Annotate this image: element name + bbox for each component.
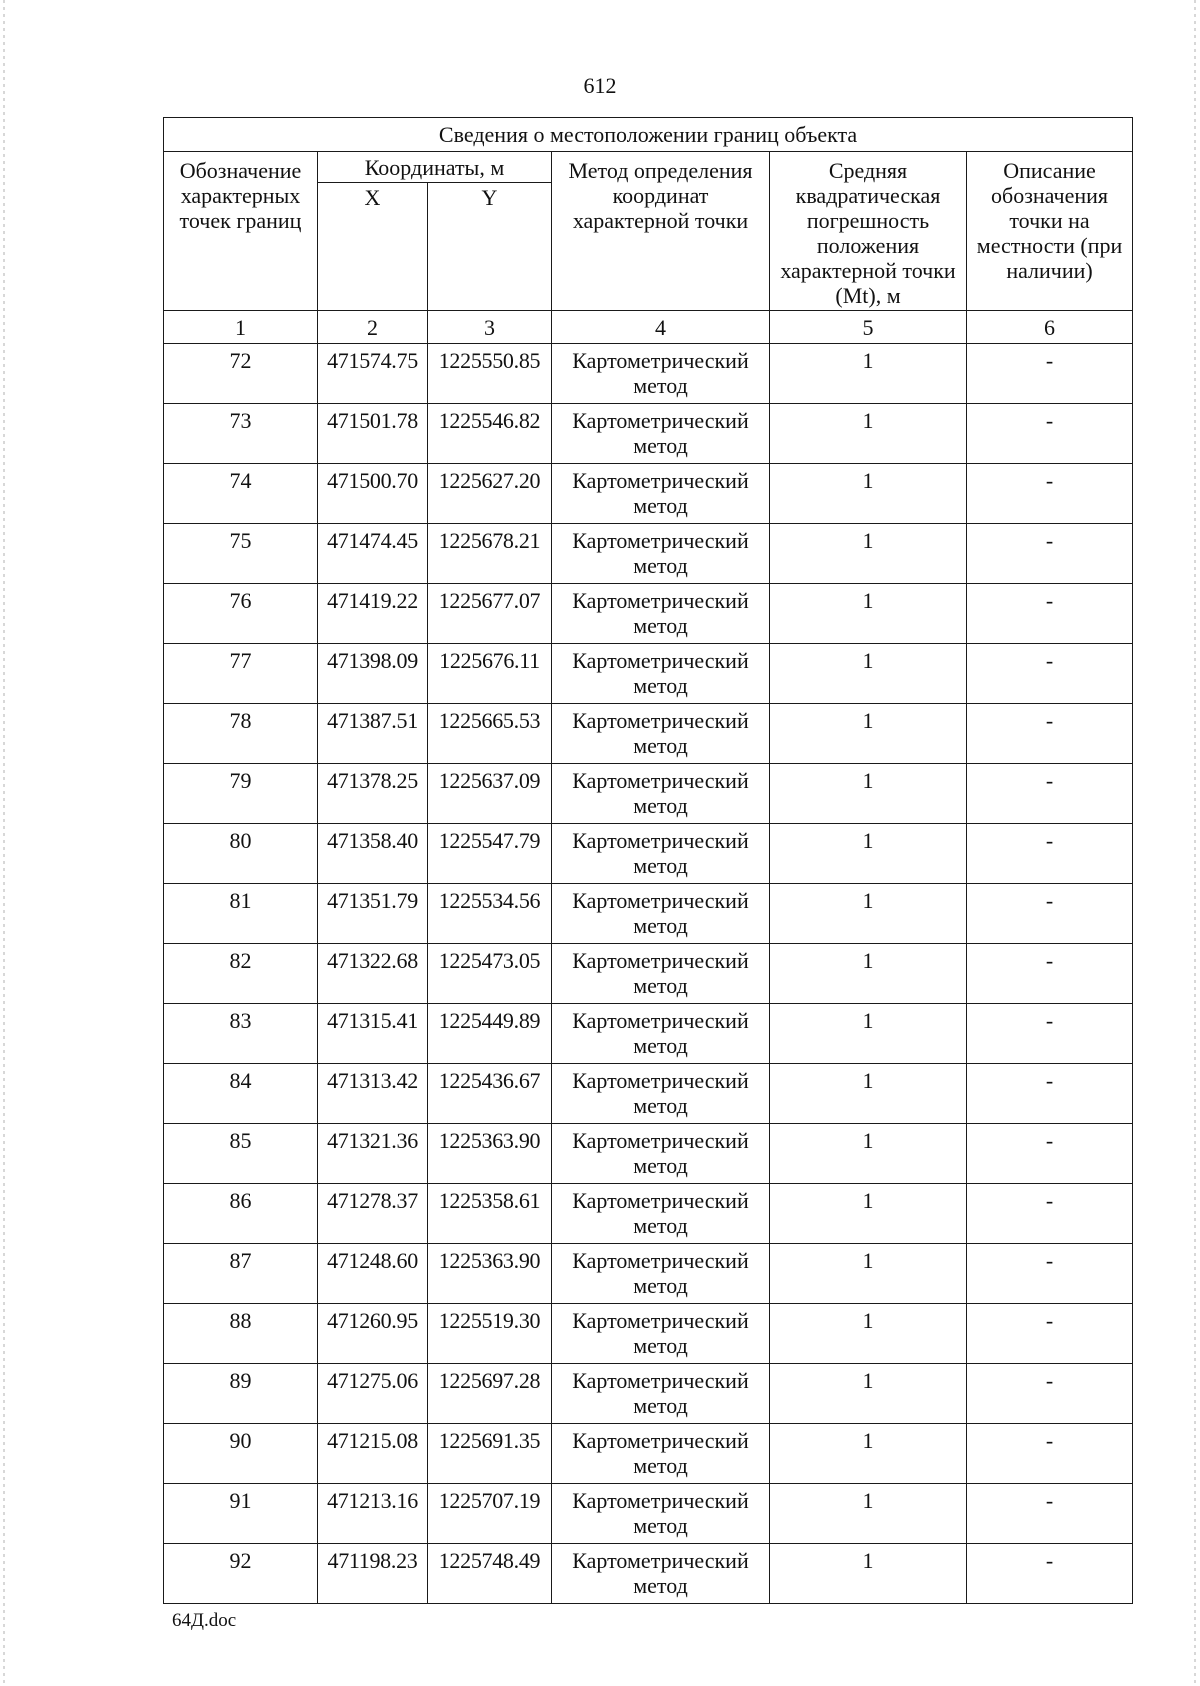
table-row [164, 464, 1133, 524]
description-value: - [967, 644, 1133, 704]
header-method: Метод определения координат характерной точки [552, 152, 770, 311]
table-row [164, 1064, 1133, 1124]
error-value: 1 [770, 524, 967, 584]
coordinate-y: 1225627.20 [428, 464, 552, 524]
table-row [164, 1244, 1133, 1304]
description-value: - [967, 1484, 1133, 1544]
error-value: 1 [770, 1304, 967, 1364]
method-cell [552, 1484, 770, 1544]
method-text: Картометрический [572, 1488, 749, 1513]
method-text: метод [633, 1393, 688, 1418]
method-cell [552, 1004, 770, 1064]
error-value: 1 [770, 464, 967, 524]
point-designation: 72 [164, 344, 318, 404]
point-designation: 88 [164, 1304, 318, 1364]
table-row [164, 824, 1133, 884]
method-text: метод [633, 1513, 688, 1538]
error-value: 1 [770, 644, 967, 704]
description-value: - [967, 1064, 1133, 1124]
method-cell [552, 1424, 770, 1484]
error-value: 1 [770, 1064, 967, 1124]
error-value: 1 [770, 764, 967, 824]
coordinate-y: 1225697.28 [428, 1364, 552, 1424]
point-designation: 83 [164, 1004, 318, 1064]
description-value: - [967, 1124, 1133, 1184]
column-number: 4 [552, 311, 770, 344]
coordinate-y: 1225637.09 [428, 764, 552, 824]
column-number: 1 [164, 311, 318, 344]
scan-edge-right [1194, 0, 1196, 1686]
description-value: - [967, 944, 1133, 1004]
coordinate-x: 471501.78 [318, 404, 428, 464]
point-designation: 77 [164, 644, 318, 704]
method-text: метод [633, 1093, 688, 1118]
method-text: Картометрический [572, 1428, 749, 1453]
column-number: 6 [967, 311, 1133, 344]
description-value: - [967, 1004, 1133, 1064]
method-text: метод [633, 433, 688, 458]
method-text: Картометрический [572, 1068, 749, 1093]
header-y: Y [428, 183, 552, 311]
coordinate-x: 471500.70 [318, 464, 428, 524]
column-number: 5 [770, 311, 967, 344]
table-title: Сведения о местоположении границ объекта [164, 118, 1133, 152]
table-row [164, 1004, 1133, 1064]
description-value: - [967, 764, 1133, 824]
method-cell [552, 944, 770, 1004]
error-value: 1 [770, 824, 967, 884]
error-value: 1 [770, 1184, 967, 1244]
page-number: 612 [583, 73, 617, 98]
table-row [164, 1424, 1133, 1484]
error-value: 1 [770, 884, 967, 944]
table-row [164, 1184, 1133, 1244]
coordinate-y: 1225358.61 [428, 1184, 552, 1244]
coordinate-x: 471378.25 [318, 764, 428, 824]
coordinate-x: 471398.09 [318, 644, 428, 704]
coordinate-x: 471275.06 [318, 1364, 428, 1424]
method-cell [552, 1304, 770, 1364]
point-designation: 74 [164, 464, 318, 524]
method-text: метод [633, 973, 688, 998]
method-text: Картометрический [572, 708, 749, 733]
point-designation: 81 [164, 884, 318, 944]
description-value: - [967, 584, 1133, 644]
method-text: Картометрический [572, 768, 749, 793]
document-filename: 64Д.doc [172, 1610, 237, 1631]
point-designation: 78 [164, 704, 318, 764]
coordinate-x: 471321.36 [318, 1124, 428, 1184]
point-designation: 79 [164, 764, 318, 824]
error-value: 1 [770, 1484, 967, 1544]
table-row [164, 524, 1133, 584]
method-text: Картометрический [572, 348, 749, 373]
method-text: метод [633, 853, 688, 878]
table-header-row [164, 152, 1133, 183]
method-text: Картометрический [572, 408, 749, 433]
coordinate-y: 1225534.56 [428, 884, 552, 944]
coordinate-y: 1225691.35 [428, 1424, 552, 1484]
coordinate-y: 1225473.05 [428, 944, 552, 1004]
method-text: метод [633, 613, 688, 638]
error-value: 1 [770, 344, 967, 404]
error-value: 1 [770, 584, 967, 644]
description-value: - [967, 404, 1133, 464]
description-value: - [967, 704, 1133, 764]
description-value: - [967, 1304, 1133, 1364]
method-text: Картометрический [572, 588, 749, 613]
table-row [164, 1544, 1133, 1604]
header-x: X [318, 183, 428, 311]
coordinate-x: 471260.95 [318, 1304, 428, 1364]
table-row [164, 1484, 1133, 1544]
coordinate-x: 471351.79 [318, 884, 428, 944]
header-designation: Обозначение характерных точек границ [164, 152, 318, 311]
method-text: Картометрический [572, 1368, 749, 1393]
method-cell [552, 524, 770, 584]
point-designation: 91 [164, 1484, 318, 1544]
description-value: - [967, 1544, 1133, 1604]
coordinate-x: 471419.22 [318, 584, 428, 644]
description-value: - [967, 464, 1133, 524]
method-cell [552, 1544, 770, 1604]
method-text: метод [633, 733, 688, 758]
method-text: Картометрический [572, 1248, 749, 1273]
column-number-row [164, 311, 1133, 344]
point-designation: 92 [164, 1544, 318, 1604]
column-number: 2 [318, 311, 428, 344]
description-value: - [967, 884, 1133, 944]
method-text: метод [633, 793, 688, 818]
method-text: метод [633, 913, 688, 938]
error-value: 1 [770, 1424, 967, 1484]
method-text: метод [633, 1333, 688, 1358]
method-cell [552, 584, 770, 644]
description-value: - [967, 344, 1133, 404]
coordinate-x: 471322.68 [318, 944, 428, 1004]
method-text: метод [633, 1573, 688, 1598]
header-coordinates: Координаты, м [318, 152, 552, 183]
coordinate-y: 1225676.11 [428, 644, 552, 704]
error-value: 1 [770, 1364, 967, 1424]
coordinate-y: 1225363.90 [428, 1244, 552, 1304]
coordinate-y: 1225748.49 [428, 1544, 552, 1604]
coordinate-x: 471248.60 [318, 1244, 428, 1304]
coordinate-x: 471213.16 [318, 1484, 428, 1544]
coordinate-y: 1225547.79 [428, 824, 552, 884]
method-text: метод [633, 1453, 688, 1478]
method-text: метод [633, 1033, 688, 1058]
coordinate-x: 471198.23 [318, 1544, 428, 1604]
description-value: - [967, 1244, 1133, 1304]
method-text: Картометрический [572, 528, 749, 553]
method-text: Картометрический [572, 948, 749, 973]
coordinate-x: 471278.37 [318, 1184, 428, 1244]
method-cell [552, 884, 770, 944]
method-text: метод [633, 553, 688, 578]
method-text: метод [633, 373, 688, 398]
method-text: Картометрический [572, 468, 749, 493]
method-text: Картометрический [572, 1188, 749, 1213]
description-value: - [967, 524, 1133, 584]
error-value: 1 [770, 1124, 967, 1184]
coordinate-y: 1225707.19 [428, 1484, 552, 1544]
table-row [164, 404, 1133, 464]
point-designation: 76 [164, 584, 318, 644]
point-designation: 85 [164, 1124, 318, 1184]
method-cell [552, 1364, 770, 1424]
point-designation: 84 [164, 1064, 318, 1124]
point-designation: 73 [164, 404, 318, 464]
table-row [164, 584, 1133, 644]
coordinate-y: 1225546.82 [428, 404, 552, 464]
error-value: 1 [770, 944, 967, 1004]
point-designation: 86 [164, 1184, 318, 1244]
table-row [164, 884, 1133, 944]
description-value: - [967, 824, 1133, 884]
coordinate-x: 471358.40 [318, 824, 428, 884]
error-value: 1 [770, 1544, 967, 1604]
coordinate-y: 1225550.85 [428, 344, 552, 404]
method-cell [552, 704, 770, 764]
method-cell [552, 1124, 770, 1184]
point-designation: 87 [164, 1244, 318, 1304]
coordinate-x: 471387.51 [318, 704, 428, 764]
coordinate-x: 471315.41 [318, 1004, 428, 1064]
method-text: метод [633, 493, 688, 518]
method-text: метод [633, 1213, 688, 1238]
coordinate-x: 471474.45 [318, 524, 428, 584]
error-value: 1 [770, 1004, 967, 1064]
coordinate-x: 471313.42 [318, 1064, 428, 1124]
error-value: 1 [770, 1244, 967, 1304]
description-value: - [967, 1184, 1133, 1244]
method-text: Картометрический [572, 1128, 749, 1153]
table-row [164, 1364, 1133, 1424]
table-row [164, 704, 1133, 764]
coordinate-y: 1225677.07 [428, 584, 552, 644]
boundary-coordinates-table [163, 117, 1133, 1604]
scan-edge-left [3, 0, 5, 1686]
table-row [164, 764, 1133, 824]
coordinate-x: 471215.08 [318, 1424, 428, 1484]
header-error: Средняя квадратическая погрешность положения характерной точки (Mt), м [770, 152, 967, 311]
method-cell [552, 824, 770, 884]
coordinate-y: 1225449.89 [428, 1004, 552, 1064]
method-text: Картометрический [572, 828, 749, 853]
table-row [164, 644, 1133, 704]
method-cell [552, 344, 770, 404]
method-text: метод [633, 1153, 688, 1178]
method-text: метод [633, 673, 688, 698]
method-cell [552, 764, 770, 824]
table-title-row [164, 118, 1133, 152]
method-cell [552, 644, 770, 704]
point-designation: 89 [164, 1364, 318, 1424]
table-row [164, 344, 1133, 404]
method-cell [552, 464, 770, 524]
method-cell [552, 404, 770, 464]
coordinate-y: 1225665.53 [428, 704, 552, 764]
coordinate-y: 1225678.21 [428, 524, 552, 584]
point-designation: 75 [164, 524, 318, 584]
point-designation: 80 [164, 824, 318, 884]
method-text: Картометрический [572, 1008, 749, 1033]
table-row [164, 1304, 1133, 1364]
error-value: 1 [770, 704, 967, 764]
point-designation: 82 [164, 944, 318, 1004]
coordinate-y: 1225519.30 [428, 1304, 552, 1364]
method-cell [552, 1064, 770, 1124]
coordinate-x: 471574.75 [318, 344, 428, 404]
method-text: Картометрический [572, 888, 749, 913]
method-text: Картометрический [572, 1548, 749, 1573]
description-value: - [967, 1424, 1133, 1484]
method-text: Картометрический [572, 648, 749, 673]
table-row [164, 944, 1133, 1004]
method-cell [552, 1244, 770, 1304]
table-row [164, 1124, 1133, 1184]
error-value: 1 [770, 404, 967, 464]
column-number: 3 [428, 311, 552, 344]
description-value: - [967, 1364, 1133, 1424]
method-cell [552, 1184, 770, 1244]
method-text: метод [633, 1273, 688, 1298]
coordinate-y: 1225363.90 [428, 1124, 552, 1184]
header-description: Описание обозначения точки на местности (при наличии) [967, 152, 1133, 311]
point-designation: 90 [164, 1424, 318, 1484]
method-text: Картометрический [572, 1308, 749, 1333]
coordinate-y: 1225436.67 [428, 1064, 552, 1124]
